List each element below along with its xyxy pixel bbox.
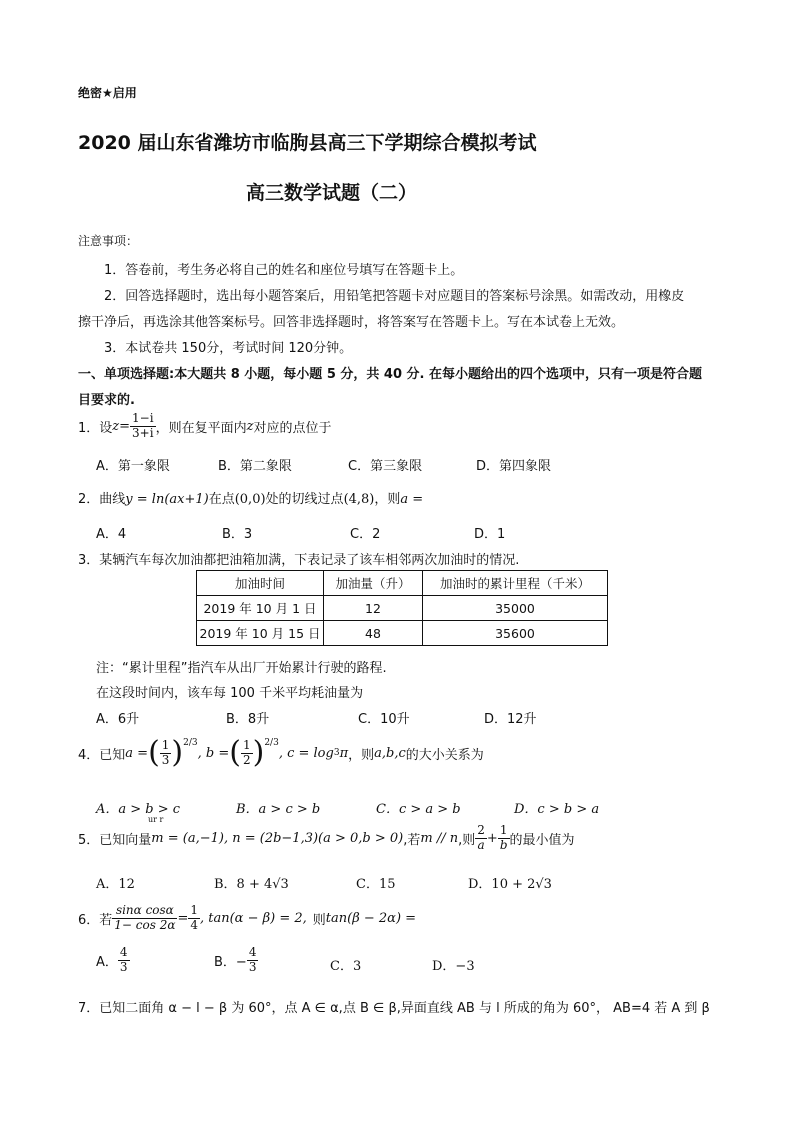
q6-option-d: D．−3 [432, 959, 475, 974]
q6-number: 6．若 [78, 912, 113, 928]
notice-item-1: 1．答卷前，考生务必将自己的姓名和座位号填写在答题卡上。 [104, 263, 464, 278]
table-cell: 35600 [423, 621, 608, 646]
q4-var-a: a = [125, 745, 149, 761]
notice-item-2-cont: 擦干净后，再选涂其他答案标号。回答非选择题时，将答案写在答题卡上。写在本试卷上无效。 [78, 315, 625, 330]
q1-option-b: B．第二象限 [218, 459, 292, 474]
q2-number: 2．曲线 [78, 492, 126, 507]
table-header-cell: 加油时间 [197, 571, 324, 596]
notice-item-2: 2．回答选择题时，选出每小题答案后，用铅笔把答题卡对应题目的答案标号涂黑。如需改动，用橡皮 [104, 289, 685, 304]
q5-number: 5．已知向量 [78, 832, 152, 848]
question-1 [78, 412, 331, 441]
notice-heading: 注意事项： [78, 234, 139, 248]
section-heading-cont: 目要求的. [78, 393, 135, 408]
q4-option-d: D．c > b > a [514, 802, 600, 817]
q6-frac-num: sinα cosα [112, 904, 177, 919]
fuel-table [196, 570, 608, 646]
q6-option-b-frac [247, 946, 259, 975]
q6-option-a-frac [118, 946, 130, 975]
table-cell: 48 [324, 621, 423, 646]
question-2 [78, 488, 423, 507]
q4-option-c: C．c > a > b [376, 802, 461, 817]
question-5 [78, 824, 575, 853]
q3-option-a: A．6升 [96, 712, 140, 727]
q5-end: 的最小值为 [509, 832, 575, 848]
q4-fraction-b [241, 739, 253, 768]
table-row [197, 621, 608, 646]
q6-condition: , tan(α − β) = 2, [200, 910, 307, 926]
q4-option-b: B．a > c > b [236, 802, 321, 817]
q4-var-c: , c = log [278, 745, 334, 761]
q6-opt-num: 4 [248, 945, 257, 959]
q4-paren-right-b: ) [252, 735, 265, 770]
table-cell: 35000 [423, 596, 608, 621]
q5-option-d: D．10 + 2√3 [468, 877, 552, 892]
q5-fraction-2 [498, 824, 510, 853]
q2-var-a: a = [400, 492, 424, 507]
q1-number: 1．设 [78, 420, 113, 436]
q6-option-a [96, 946, 130, 975]
q5-parallel: m // n [420, 830, 459, 846]
q2-option-a: A．4 [96, 527, 127, 542]
q5-frac-num: 2 [477, 823, 485, 837]
section-heading: 一、单项选择题:本大题共 8 小题，每小题 5 分，共 40 分. 在每小题给出的四个选项中，只有一项是符合题 [78, 367, 703, 382]
q4-end2: 的大小关系为 [405, 747, 484, 763]
question-6 [78, 904, 416, 933]
q4-end: ，则 [348, 747, 375, 763]
q1-text2: 对应的点位于 [253, 420, 332, 436]
q6-opt-den: 3 [248, 959, 257, 974]
q4-pi: π [339, 745, 349, 761]
q4-log-base: 3 [333, 748, 340, 758]
q5-mid2: ,则 [458, 832, 476, 848]
q2-option-d: D．1 [474, 527, 506, 542]
q2-point2: (4,8) [343, 492, 375, 507]
q5-plus: + [486, 830, 498, 846]
q5-mid: ,若 [403, 832, 421, 848]
q1-frac-den: 3+i [132, 425, 154, 440]
q4-exponent: 2/3 [183, 738, 198, 748]
q1-option-c: C．第三象限 [348, 459, 423, 474]
q2-end: ，则 [374, 492, 401, 507]
q5-vectors: m = (a,−1), n = (2b−1,3)(a > 0,b > 0) [151, 830, 404, 846]
q4-paren-left: ( [148, 735, 160, 770]
q5-option-a: A．12 [96, 877, 135, 892]
q6-frac-den: 4 [190, 917, 198, 932]
q6-option-a-label: A． [96, 954, 118, 970]
q1-fraction [130, 412, 156, 441]
confidential-mark: 绝密★启用 [78, 86, 137, 100]
q5-fraction-1 [475, 824, 487, 853]
q1-text: ，则在复平面内 [155, 420, 247, 436]
q3-option-c: C．10升 [358, 712, 410, 727]
q1-option-a: A．第一象限 [96, 459, 170, 474]
q4-number: 4．已知 [78, 747, 126, 763]
question-7: 7．已知二面角 α − l − β 为 60°，点 A ∈ α,点 B ∈ β,异面直线 AB 与 l 所成的角为 60°， AB=4 若 A 到 β [78, 1001, 710, 1016]
q4-frac-num: 1 [161, 737, 170, 752]
q6-then: 则 [312, 912, 326, 928]
q4-frac-den: 3 [161, 752, 170, 767]
q6-quarter [188, 904, 200, 933]
table-header-cell: 加油量（升） [324, 571, 423, 596]
q2-option-c: C．2 [350, 527, 381, 542]
q2-mid2: 处的切线过点 [265, 492, 344, 507]
table-header-row [197, 571, 608, 596]
q3-note: 注：“累计里程”指汽车从出厂开始累计行驶的路程. [96, 661, 387, 676]
q6-target: tan(β − 2α) = [325, 910, 417, 926]
q2-option-b: B．3 [222, 527, 253, 542]
q4-var-b: , b = [197, 745, 230, 761]
q6-fraction [112, 904, 177, 933]
q2-expr: y = ln(ax+1) [125, 492, 209, 507]
q4-vars: a,b,c [374, 745, 406, 761]
q1-var-z: z [112, 418, 120, 434]
exam-title: 2020 届山东省潍坊市临朐县高三下学期综合模拟考试 [78, 132, 537, 154]
q5-frac-den: b [499, 837, 508, 852]
q6-opt-den: 3 [119, 959, 128, 974]
q4-exponent-b: 2/3 [264, 738, 279, 748]
q5-option-b: B．8 + 4√3 [214, 877, 289, 892]
table-cell: 2019 年 10 月 15 日 [197, 621, 324, 646]
q3-option-d: D．12升 [484, 712, 537, 727]
q1-equals: = [119, 418, 131, 434]
q3-option-b: B．8升 [226, 712, 270, 727]
q5-frac-num: 1 [498, 824, 510, 839]
exam-subtitle: 高三数学试题（二） [246, 182, 418, 204]
q2-mid: 在点 [208, 492, 235, 507]
q4-frac-num: 1 [242, 737, 251, 752]
table-cell: 2019 年 10 月 1 日 [197, 596, 324, 621]
q5-vector-marks: ur r [148, 815, 164, 824]
q2-point: (0,0) [234, 492, 266, 507]
q6-option-b-label: B．− [214, 954, 247, 970]
q4-frac-den: 2 [242, 752, 251, 767]
q6-option-c: C．3 [330, 959, 362, 974]
q5-frac-den: a [477, 837, 485, 852]
q5-option-c: C．15 [356, 877, 396, 892]
table-header-cell: 加油时的累计里程（千米） [423, 571, 608, 596]
question-3: 3．某辆汽车每次加油都把油箱加满，下表记录了该车相邻两次加油时的情况. [78, 553, 520, 568]
question-4 [78, 735, 484, 770]
q6-option-b [214, 946, 258, 975]
q4-option-a: A．a > b > c [96, 802, 181, 817]
q3-question: 在这段时间内，该车每 100 千米平均耗油量为 [96, 686, 364, 701]
q6-equals: = [177, 910, 189, 926]
table-row [197, 596, 608, 621]
q1-option-d: D．第四象限 [476, 459, 552, 474]
q4-fraction-a [160, 739, 172, 768]
q4-paren-right: ) [171, 735, 184, 770]
q6-frac-den: 1− cos 2α [114, 917, 176, 932]
q4-paren-left-b: ( [229, 735, 241, 770]
notice-item-3: 3．本试卷共 150分，考试时间 120分钟。 [104, 341, 353, 356]
q1-frac-num: 1−i [132, 411, 154, 425]
q6-opt-num: 4 [119, 945, 128, 959]
q1-var-zbar: z [246, 418, 254, 434]
table-cell: 12 [324, 596, 423, 621]
q6-frac-num: 1 [190, 903, 198, 917]
